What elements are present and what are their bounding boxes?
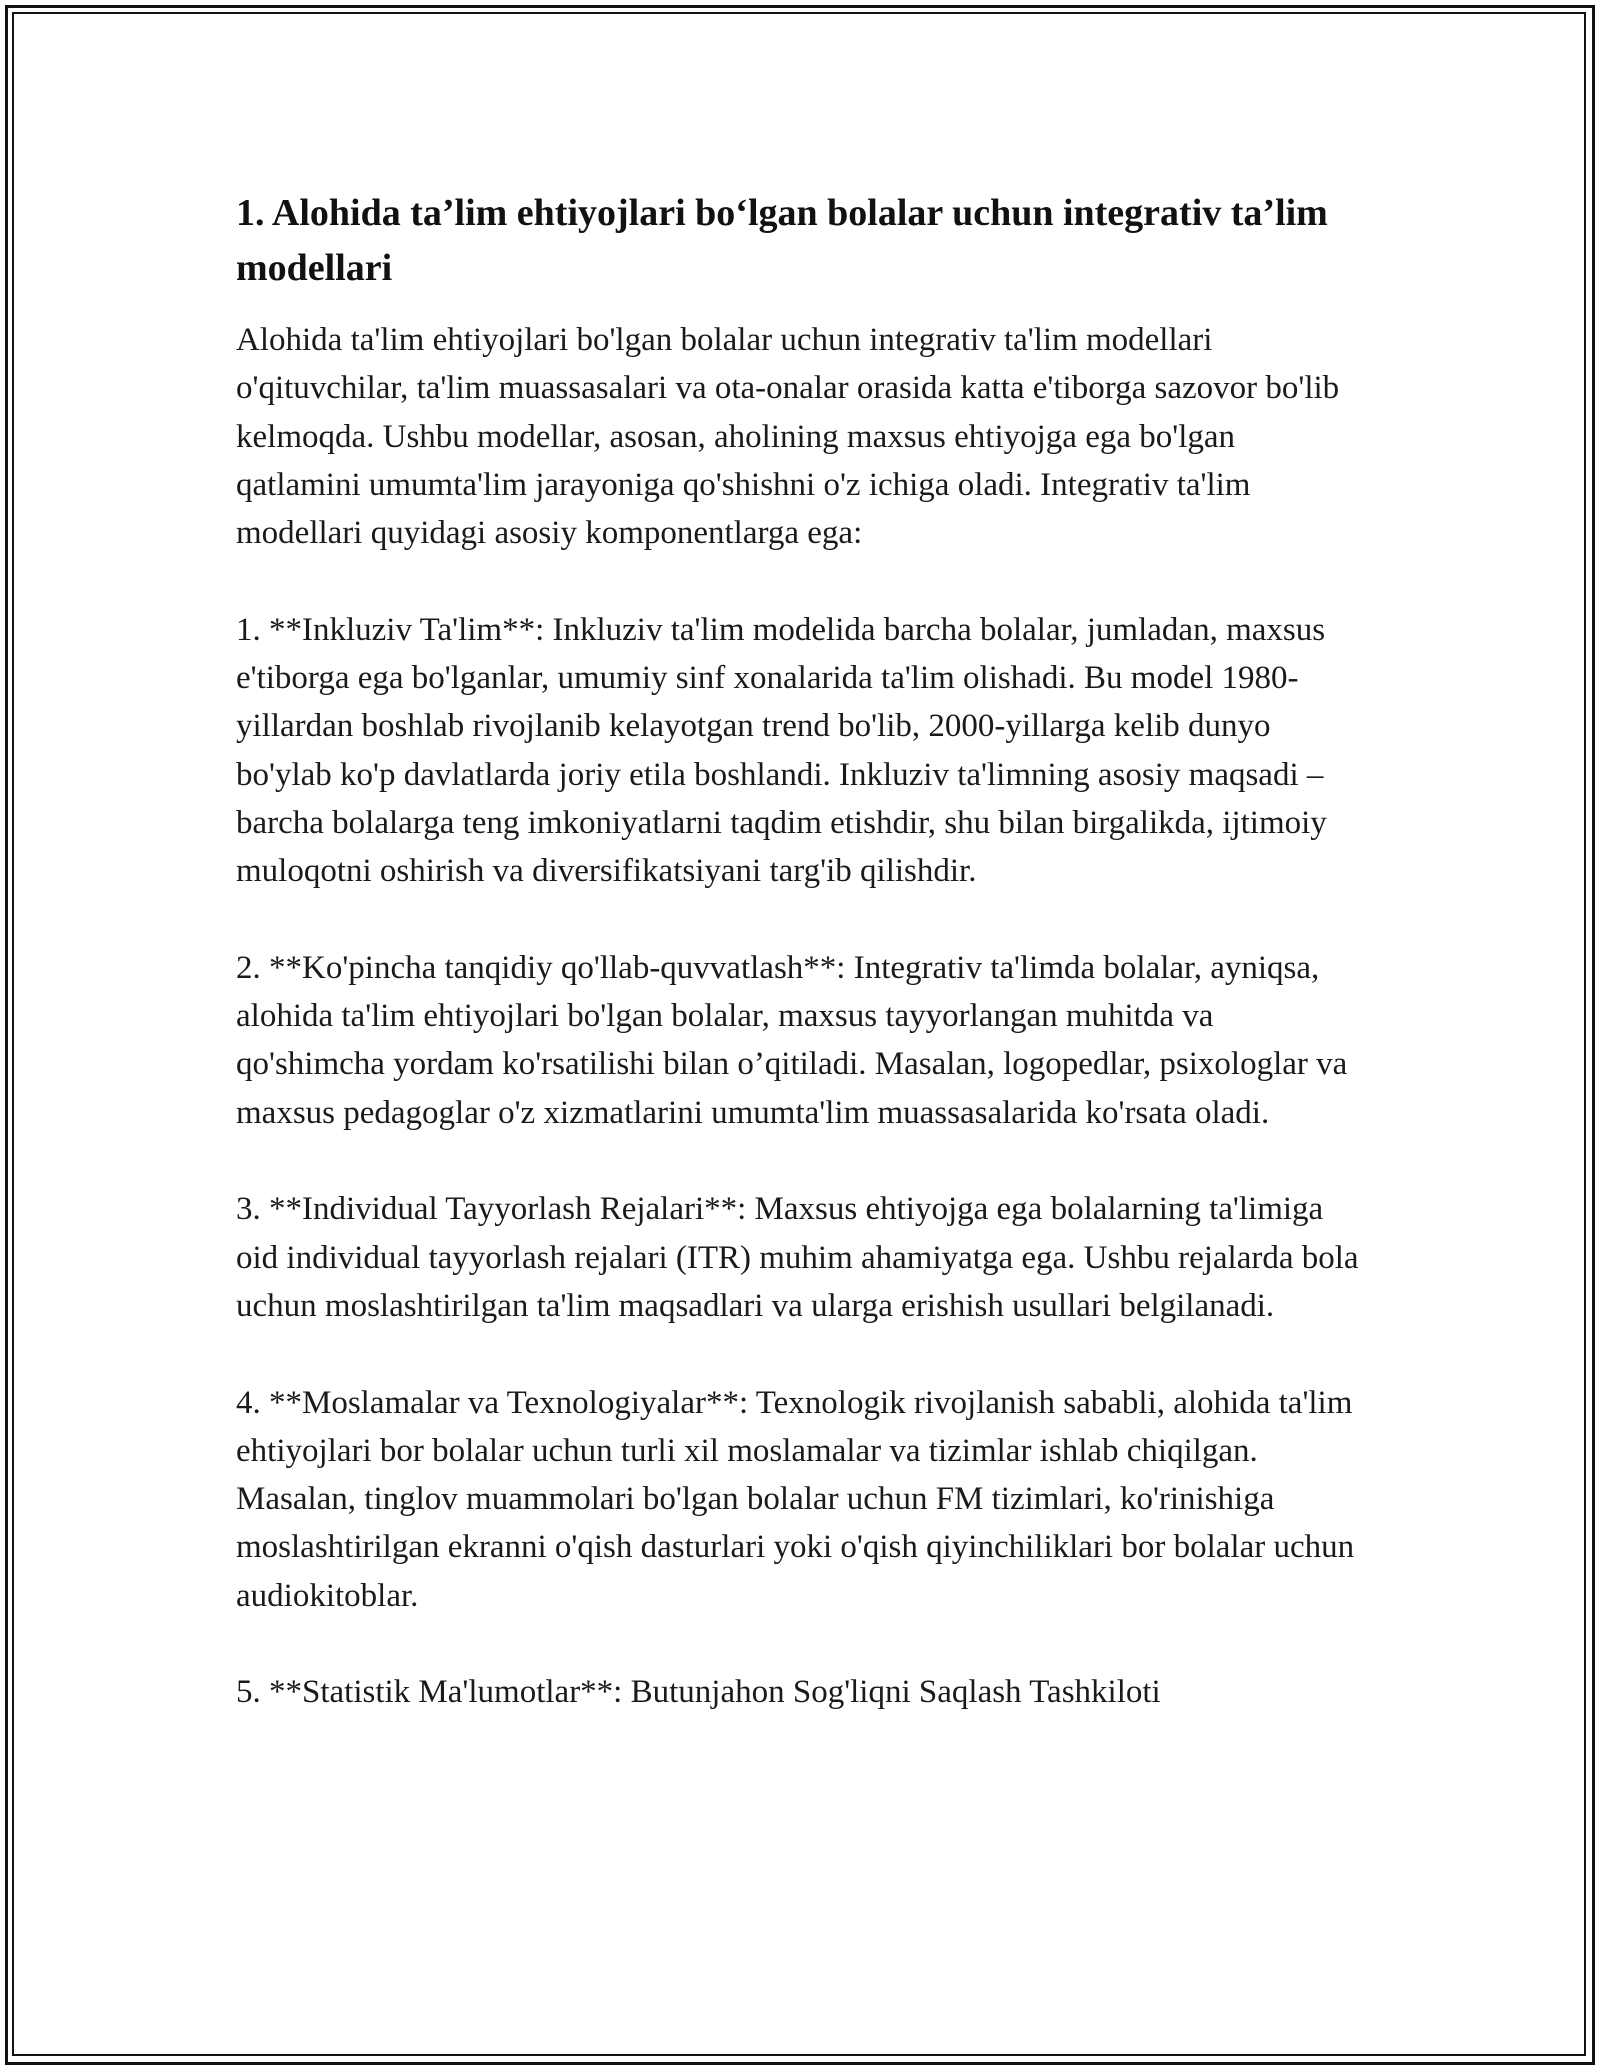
intro-paragraph: Alohida ta'lim ehtiyojlari bo'lgan bolalar uchun integrativ ta'lim modellari o'qituvchilar, ta'lim muassasalari va ota-onalar orasida katta e'tiborga sazovor bo'lib kelmoqda. Ushbu modellar, asosan, aholining maxsus ehtiyojga ega bo'lgan qatlamini umumta'lim jarayoniga qo'shishni o'z ichiga oladi. Integrativ ta'lim modellari quyidagi asosiy komponentlarga ega: — [236, 322, 1340, 552]
paragraph-individual-rejalar: 3. **Individual Tayyorlash Rejalari**: Maxsus ehtiyojga ega bolalarning ta'limiga oid individual tayyorlash rejalari (ITR) muhim ahamiyatga ega. Ushbu rejalarda bola uchun moslashtirilgan ta'lim maqsadlari va ularga erishish usullari belgilanadi. — [236, 1191, 1359, 1324]
document-page — [236, 186, 1366, 1717]
paragraph-moslamalar-texnologiyalar: 4. **Moslamalar va Texnologiyalar**: Texnologik rivojlanish sababli, alohida ta'lim ehtiyojlari bor bolalar uchun turli xil moslamalar va tizimlar ishlab chiqilgan. Masalan, tinglov muammolari bo'lgan bolalar uchun FM tizimlari, ko'rinishiga moslashtirilgan ekranni o'qish dasturlari yoki o'qish qiyinchiliklari bor bolalar uchun audiokitoblar. — [236, 1384, 1355, 1614]
paragraph-statistik-malumotlar: 5. **Statistik Ma'lumotlar**: Butunjahon Sog'liqni Saqlash Tashkiloti — [236, 1674, 1161, 1711]
section-heading: 1. Alohida ta’lim ehtiyojlari bo‘lgan bolalar uchun integrativ ta’lim modellari — [236, 192, 1328, 289]
paragraph-inkluziv-talim: 1. **Inkluziv Ta'lim**: Inkluziv ta'lim modelida barcha bolalar, jumladan, maxsus e'tiborga ega bo'lganlar, umumiy sinf xonalarida ta'lim olishadi. Bu model 1980-yillardan boshlab rivojlanib kelayotgan trend bo'lib, 2000-yillarga kelib dunyo bo'ylab ko'p davlatlarda joriy etila boshlandi. Inkluziv ta'limning asosiy maqsadi – barcha bolalarga teng imkoniyatlarni taqdim etishdir, shu bilan birgalikda, ijtimoiy muloqotni oshirish va diversifikatsiyani targ'ib qilishdir. — [236, 611, 1327, 890]
paragraph-qollab-quvvatlash: 2. **Ko'pincha tanqidiy qo'llab-quvvatlash**: Integrativ ta'limda bolalar, ayniqsa, alohida ta'lim ehtiyojlari bo'lgan bolalar, maxsus tayyorlangan muhitda va qo'shimcha yordam ko'rsatilishi bilan o’qitiladi. Masalan, logopedlar, psixologlar va maxsus pedagoglar o'z xizmatlarini umumta'lim muassasalarida ko'rsata oladi. — [236, 949, 1348, 1131]
